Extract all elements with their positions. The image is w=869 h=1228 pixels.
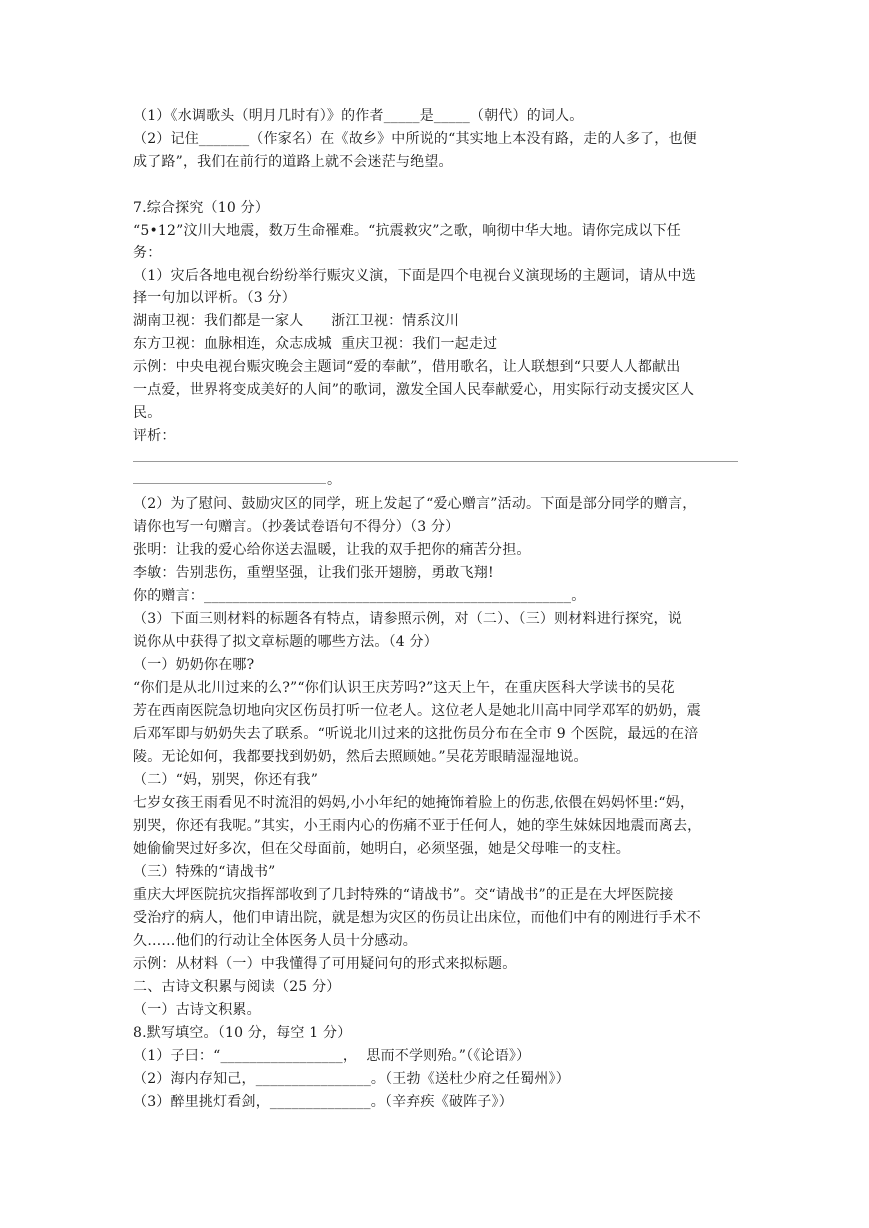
question-7-intro-1: “5•12”汶川大地震，数万生命罹难。“抗震救灾”之歌，响彻中华大地。请你完成以下任: [133, 223, 682, 239]
your-message-blank: 你的赠言：___________________________________________________。: [133, 588, 586, 604]
example-method: 示例：从材料（一）中我懂得了可用疑问句的形式来拟标题。: [133, 956, 517, 972]
question-6-line-2: （2）记住_______（作家名）在《故乡》中所说的“其实地上本没有路，走的人多了，也便: [133, 131, 697, 147]
material-2-line-2: 别哭，你还有我呢。”其实，小王雨内心的伤痛不亚于任何人，她的孪生妹妹因地震而离去，: [133, 818, 702, 834]
theme-words-row-2: 东方卫视：血脉相连，众志成城 重庆卫视：我们一起走过: [133, 336, 498, 352]
material-3-title: （三）特殊的“请战书”: [133, 864, 276, 880]
fill-in-2: （2）海内存知己，________________。（王勃《送杜少府之任蜀州》）: [133, 1071, 570, 1087]
fill-in-1: （1）子曰：“_________________， 思而不学则殆。”（《论语》）: [133, 1048, 531, 1064]
question-6-line-1: （1）《水调歌头（明月几时有）》的作者_____是_____（朝代）的词人。: [133, 108, 584, 124]
material-2-title: （二）“妈，别哭，你还有我”: [133, 772, 319, 788]
material-2-line-3: 她偷偷哭过好多次，但在父母面前，她明白，必须坚强，她是父母唯一的支柱。: [133, 841, 630, 857]
task-2-line-1: （2）为了慰问、鼓励灾区的同学，班上发起了“爱心赠言”活动。下面是部分同学的赠言，: [133, 496, 697, 512]
analysis-label: 评析：: [133, 428, 176, 444]
material-1-line-1: “你们是从北川过来的么?”“你们认识王庆芳吗?”这天上午，在重庆医科大学读书的吴花: [133, 680, 675, 696]
example-line-3: 民。: [133, 405, 162, 421]
answer-blank-line-2: [133, 483, 326, 484]
answer-blank-end-mark: 。: [327, 472, 341, 488]
section-2-heading: 二、古诗文积累与阅读（25 分）: [133, 979, 341, 995]
subsection-1-heading: （一）古诗文积累。: [133, 1002, 261, 1018]
material-3-line-2: 受治疗的病人，他们申请出院，就是想为灾区的伤员让出床位，而他们中有的刚进行手术不: [133, 910, 701, 926]
fill-in-3: （3）醉里挑灯看剑，______________。（辛弃疾《破阵子》）: [133, 1094, 513, 1110]
answer-blank-line-1: [133, 461, 738, 462]
task-3-line-1: （3）下面三则材料的标题各有特点，请参照示例，对（二）、（三）则材料进行探究，说: [133, 611, 682, 627]
material-1-line-3: 后邓军即与奶奶失去了联系。“听说北川过来的这批伤员分布在全市 9 个医院，最远的在涪: [133, 726, 699, 742]
gift-message-zhang: 张明：让我的爱心给你送去温暖，让我的双手把你的痛苦分担。: [133, 542, 531, 558]
material-3-line-1: 重庆大坪医院抗灾指挥部收到了几封特殊的“请战书”。交“请战书”的正是在大坪医院接: [133, 887, 674, 903]
question-6-line-3: 成了路”，我们在前行的道路上就不会迷茫与绝望。: [133, 154, 453, 170]
material-3-line-3: 久……他们的行动让全体医务人员十分感动。: [133, 933, 417, 949]
question-7-intro-2: 务：: [133, 245, 162, 261]
question-8-heading: 8.默写填空。（10 分，每空 1 分）: [133, 1025, 352, 1041]
material-1-title: （一）奶奶你在哪?: [133, 657, 255, 673]
theme-words-row-1: 湖南卫视：我们都是一家人 浙江卫视：情系汶川: [133, 313, 460, 329]
material-1-line-4: 陵。无论如何，我都要找到奶奶，然后去照顾她。”吴花芳眼睛湿湿地说。: [133, 749, 588, 765]
task-3-line-2: 说你从中获得了拟文章标题的哪些方法。（4 分）: [133, 634, 438, 650]
example-line-2: 一点爱，世界将变成美好的人间”的歌词，激发全国人民奉献爱心，用实际行动支援灾区人: [133, 382, 695, 398]
material-1-line-2: 芳在西南医院急切地向灾区伤员打听一位老人。这位老人是她北川高中同学邓军的奶奶，震: [133, 703, 701, 719]
question-7-heading: 7.综合探究（10 分）: [133, 200, 270, 216]
example-line-1: 示例：中央电视台赈灾晚会主题词“爱的奉献”，借用歌名，让人联想到“只要人人都献出: [133, 359, 681, 375]
task-1-line-1: （1）灾后各地电视台纷纷举行赈灾义演，下面是四个电视台义演现场的主题词，请从中选: [133, 268, 696, 284]
gift-message-li: 李敏：告别悲伤，重塑坚强，让我们张开翅膀，勇敢飞翔!: [133, 565, 494, 581]
material-2-line-1: 七岁女孩王雨看见不时流泪的妈妈,小小年纪的她掩饰着脸上的伤悲,依偎在妈妈怀里:“妈，: [133, 795, 695, 811]
task-1-line-2: 择一句加以评析。（3 分）: [133, 290, 296, 306]
task-2-line-2: 请你也写一句赠言。（抄袭试卷语句不得分）（3 分）: [133, 519, 460, 535]
